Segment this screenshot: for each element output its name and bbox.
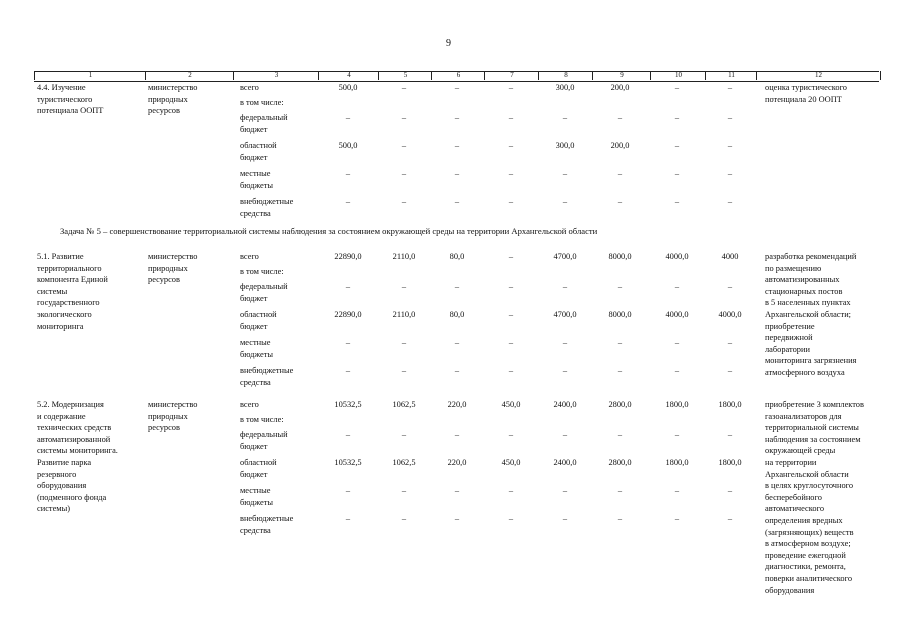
result-line: потенциала 20 ООПТ — [765, 94, 842, 104]
measure-name-line: системы — [37, 286, 68, 296]
amount-cell: 80,0 — [449, 310, 465, 319]
amount-cell: – — [345, 169, 351, 178]
amount-cell: – — [674, 141, 680, 150]
amount-cell: 2110,0 — [392, 310, 416, 319]
funding-source-label: бюджеты — [240, 349, 274, 359]
column-header-3: 3 — [233, 71, 319, 80]
result-line: в целях круглосуточного — [765, 481, 854, 491]
amount-cell: 1800,0 — [718, 458, 742, 467]
amount-cell: – — [727, 197, 733, 206]
amount-cell: 450,0 — [501, 400, 521, 409]
amount-cell: – — [345, 113, 351, 122]
measure-name-line: автоматизированной — [37, 434, 111, 444]
column-header-8: 8 — [538, 71, 593, 80]
amount-cell: – — [617, 366, 623, 375]
funding-source-label: всего — [240, 83, 259, 92]
column-header-1: 1 — [34, 71, 146, 80]
amount-cell: 200,0 — [610, 83, 630, 92]
amount-cell: – — [454, 486, 460, 495]
column-header-6: 6 — [431, 71, 485, 80]
amount-cell: – — [674, 169, 680, 178]
amount-cell: – — [345, 366, 351, 375]
amount-cell: 4000,0 — [665, 310, 689, 319]
column-header-7: 7 — [484, 71, 539, 80]
result-line: автоматизированных — [765, 275, 840, 285]
funding-source-label: бюджет — [240, 469, 268, 479]
amount-cell: – — [617, 197, 623, 206]
funding-source-label: внебюджетные — [240, 366, 294, 375]
measure-name-line: мониторинга — [37, 321, 84, 331]
amount-cell: – — [674, 514, 680, 523]
amount-cell: – — [727, 113, 733, 122]
amount-cell: – — [508, 141, 514, 150]
amount-cell: 450,0 — [501, 458, 521, 467]
measure-name-line: резервного — [37, 469, 77, 479]
funding-source-label: средства — [240, 525, 271, 535]
amount-cell: 4700,0 — [553, 252, 577, 261]
measure-name-line: компонента Единой — [37, 275, 108, 285]
funding-source-label: внебюджетные — [240, 514, 294, 523]
amount-cell: – — [617, 169, 623, 178]
funding-source-label: областной — [240, 310, 277, 319]
funding-source-label: бюджет — [240, 441, 268, 451]
result-line: оценка туристического — [765, 83, 847, 92]
amount-cell: – — [454, 169, 460, 178]
measure-name-line: экологического — [37, 310, 92, 319]
amount-cell: 8000,0 — [608, 252, 632, 261]
funding-source-label: в том числе: — [240, 98, 284, 107]
result-line: Архангельской области — [765, 469, 849, 479]
amount-cell: – — [454, 197, 460, 206]
measure-name-line: и содержание — [37, 411, 86, 421]
amount-cell: – — [508, 197, 514, 206]
result-line: в атмосферном воздухе; — [765, 539, 851, 549]
amount-cell: – — [617, 486, 623, 495]
executor-line: министерство — [148, 83, 198, 92]
funding-source-label: в том числе: — [240, 267, 284, 276]
amount-cell: – — [401, 169, 407, 178]
amount-cell: – — [617, 430, 623, 439]
amount-cell: 22890,0 — [334, 252, 362, 261]
amount-cell: – — [562, 514, 568, 523]
column-header-10: 10 — [650, 71, 706, 80]
amount-cell: 4000,0 — [718, 310, 742, 319]
funding-source-label: федеральный — [240, 430, 288, 439]
funding-source-label: бюджеты — [240, 180, 274, 190]
result-line: мониторинга загрязнения — [765, 356, 857, 366]
measure-name-line: потенциала ООПТ — [37, 106, 104, 116]
amount-cell: – — [674, 113, 680, 122]
amount-cell: – — [454, 430, 460, 439]
funding-source-label: бюджет — [240, 321, 268, 331]
amount-cell: – — [562, 338, 568, 347]
amount-cell: – — [674, 366, 680, 375]
amount-cell: – — [674, 430, 680, 439]
result-line: оборудования — [765, 585, 815, 595]
amount-cell: 1062,5 — [392, 458, 416, 467]
amount-cell: – — [345, 338, 351, 347]
funding-source-label: федеральный — [240, 282, 288, 291]
amount-cell: 10532,5 — [334, 458, 362, 467]
amount-cell: – — [508, 486, 514, 495]
amount-cell: – — [454, 366, 460, 375]
result-line: передвижной — [765, 333, 813, 343]
result-line: наблюдения за состоянием — [765, 434, 861, 444]
result-line: лаборатории — [765, 344, 810, 354]
amount-cell: 200,0 — [610, 141, 630, 150]
measure-name-line: оборудования — [37, 481, 87, 491]
amount-cell: – — [508, 366, 514, 375]
funding-source-label: средства — [240, 377, 271, 387]
amount-cell: – — [727, 83, 733, 92]
amount-cell: – — [401, 430, 407, 439]
amount-cell: – — [727, 141, 733, 150]
result-line: атмосферного воздуха — [765, 368, 845, 377]
result-line: бесперебойного — [765, 492, 822, 502]
amount-cell: – — [727, 486, 733, 495]
amount-cell: – — [454, 514, 460, 523]
amount-cell: 300,0 — [555, 83, 575, 92]
executor-line: природных — [148, 263, 188, 273]
amount-cell: 4700,0 — [553, 310, 577, 319]
funding-source-label: местные — [240, 338, 271, 347]
amount-cell: – — [617, 514, 623, 523]
amount-cell: – — [562, 486, 568, 495]
measure-name-line: (подменного фонда — [37, 492, 107, 502]
executor-line: министерство — [148, 252, 198, 261]
amount-cell: 4000 — [721, 252, 739, 261]
amount-cell: – — [401, 197, 407, 206]
amount-cell: – — [727, 514, 733, 523]
amount-cell: – — [562, 113, 568, 122]
amount-cell: 220,0 — [447, 400, 467, 409]
column-header-11: 11 — [705, 71, 757, 80]
result-line: стационарных постов — [765, 286, 843, 296]
executor-line: природных — [148, 411, 188, 421]
amount-cell: – — [401, 486, 407, 495]
funding-source-label: бюджеты — [240, 497, 274, 507]
amount-cell: – — [401, 282, 407, 291]
amount-cell: 1800,0 — [665, 400, 689, 409]
executor-line: министерство — [148, 400, 198, 409]
result-line: определения вредных — [765, 516, 843, 525]
result-line: проведение ежегодной — [765, 550, 846, 560]
result-line: (загрязняющих) веществ — [765, 527, 854, 537]
amount-cell: – — [508, 310, 514, 319]
amount-cell: – — [617, 282, 623, 291]
amount-cell: – — [674, 338, 680, 347]
amount-cell: – — [454, 141, 460, 150]
amount-cell: – — [562, 430, 568, 439]
amount-cell: – — [562, 282, 568, 291]
amount-cell: – — [454, 338, 460, 347]
funding-source-label: бюджет — [240, 152, 268, 162]
amount-cell: – — [727, 430, 733, 439]
result-line: на территории — [765, 458, 817, 467]
amount-cell: – — [562, 366, 568, 375]
amount-cell: – — [508, 169, 514, 178]
amount-cell: – — [508, 282, 514, 291]
funding-source-label: всего — [240, 252, 259, 261]
measure-name-line: 4.4. Изучение — [37, 83, 86, 92]
amount-cell: – — [562, 197, 568, 206]
column-header-9: 9 — [592, 71, 651, 80]
amount-cell: 1062,5 — [392, 400, 416, 409]
amount-cell: – — [454, 83, 460, 92]
result-line: газоанализаторов для — [765, 411, 842, 421]
amount-cell: 8000,0 — [608, 310, 632, 319]
measure-name-line: системы мониторинга. — [37, 446, 118, 456]
measure-name-line: государственного — [37, 298, 100, 308]
amount-cell: – — [401, 83, 407, 92]
amount-cell: – — [674, 197, 680, 206]
amount-cell: – — [508, 430, 514, 439]
amount-cell: – — [508, 113, 514, 122]
funding-source-label: федеральный — [240, 113, 288, 122]
amount-cell: 4000,0 — [665, 252, 689, 261]
column-header-4: 4 — [318, 71, 379, 80]
result-line: автоматического — [765, 504, 825, 514]
amount-cell: – — [345, 197, 351, 206]
funding-source-label: в том числе: — [240, 415, 284, 424]
amount-cell: 500,0 — [338, 83, 358, 92]
result-line: по размещению — [765, 263, 822, 273]
funding-source-label: местные — [240, 169, 271, 178]
amount-cell: – — [345, 430, 351, 439]
executor-line: ресурсов — [148, 423, 180, 433]
amount-cell: – — [454, 113, 460, 122]
amount-cell: – — [727, 338, 733, 347]
funding-source-label: местные — [240, 486, 271, 495]
funding-source-label: бюджет — [240, 124, 268, 134]
amount-cell: – — [508, 252, 514, 261]
funding-source-label: бюджет — [240, 293, 268, 303]
result-line: приобретение 3 комплектов — [765, 400, 864, 409]
funding-source-label: средства — [240, 208, 271, 218]
funding-source-label: внебюджетные — [240, 197, 294, 206]
amount-cell: – — [401, 366, 407, 375]
amount-cell: 10532,5 — [334, 400, 362, 409]
funding-source-label: областной — [240, 141, 277, 150]
amount-cell: – — [727, 366, 733, 375]
amount-cell: – — [617, 113, 623, 122]
amount-cell: – — [562, 169, 568, 178]
result-line: разработка рекомендаций — [765, 252, 857, 261]
amount-cell: – — [674, 486, 680, 495]
amount-cell: – — [345, 514, 351, 523]
measure-name-line: Развитие парка — [37, 458, 92, 467]
amount-cell: – — [454, 282, 460, 291]
amount-cell: 22890,0 — [334, 310, 362, 319]
funding-source-label: всего — [240, 400, 259, 409]
result-line: поверки аналитического — [765, 574, 853, 583]
amount-cell: – — [508, 338, 514, 347]
amount-cell: – — [401, 141, 407, 150]
amount-cell: – — [401, 338, 407, 347]
result-line: территориальной системы — [765, 423, 859, 433]
amount-cell: 80,0 — [449, 252, 465, 261]
amount-cell: 2400,0 — [553, 400, 577, 409]
amount-cell: – — [674, 282, 680, 291]
amount-cell: 1800,0 — [718, 400, 742, 409]
result-line: диагностики, ремонта, — [765, 562, 846, 572]
result-line: приобретение — [765, 321, 815, 331]
amount-cell: 2800,0 — [608, 400, 632, 409]
amount-cell: – — [617, 338, 623, 347]
executor-line: ресурсов — [148, 106, 180, 116]
funding-source-label: областной — [240, 458, 277, 467]
amount-cell: – — [674, 83, 680, 92]
amount-cell: – — [401, 514, 407, 523]
measure-name-line: туристического — [37, 94, 93, 104]
amount-cell: – — [508, 83, 514, 92]
executor-line: природных — [148, 94, 188, 104]
measure-name-line: территориального — [37, 263, 102, 273]
amount-cell: 2800,0 — [608, 458, 632, 467]
executor-line: ресурсов — [148, 275, 180, 285]
result-line: в 5 населенных пунктах — [765, 298, 851, 308]
result-line: Архангельской области; — [765, 310, 851, 319]
task-title: Задача № 5 – совершенствование территориальной системы наблюдения за состоянием окружающей среды на территории Архангельской области — [60, 226, 598, 236]
amount-cell: – — [727, 282, 733, 291]
amount-cell: 1800,0 — [665, 458, 689, 467]
measure-name-line: системы) — [37, 504, 71, 514]
measure-name-line: 5.1. Развитие — [37, 252, 84, 261]
amount-cell: – — [727, 169, 733, 178]
amount-cell: 2400,0 — [553, 458, 577, 467]
amount-cell: 2110,0 — [392, 252, 416, 261]
amount-cell: 500,0 — [338, 141, 358, 150]
amount-cell: – — [345, 486, 351, 495]
amount-cell: 220,0 — [447, 458, 467, 467]
amount-cell: 300,0 — [555, 141, 575, 150]
measure-name-line: 5.2. Модернизация — [37, 400, 104, 409]
column-header-2: 2 — [145, 71, 234, 80]
column-header-12: 12 — [756, 71, 881, 80]
result-line: окружающей среды — [765, 446, 836, 456]
amount-cell: – — [345, 282, 351, 291]
amount-cell: – — [401, 113, 407, 122]
page-number: 9 — [446, 38, 451, 49]
amount-cell: – — [508, 514, 514, 523]
measure-name-line: технических средств — [37, 423, 112, 433]
column-header-5: 5 — [378, 71, 432, 80]
